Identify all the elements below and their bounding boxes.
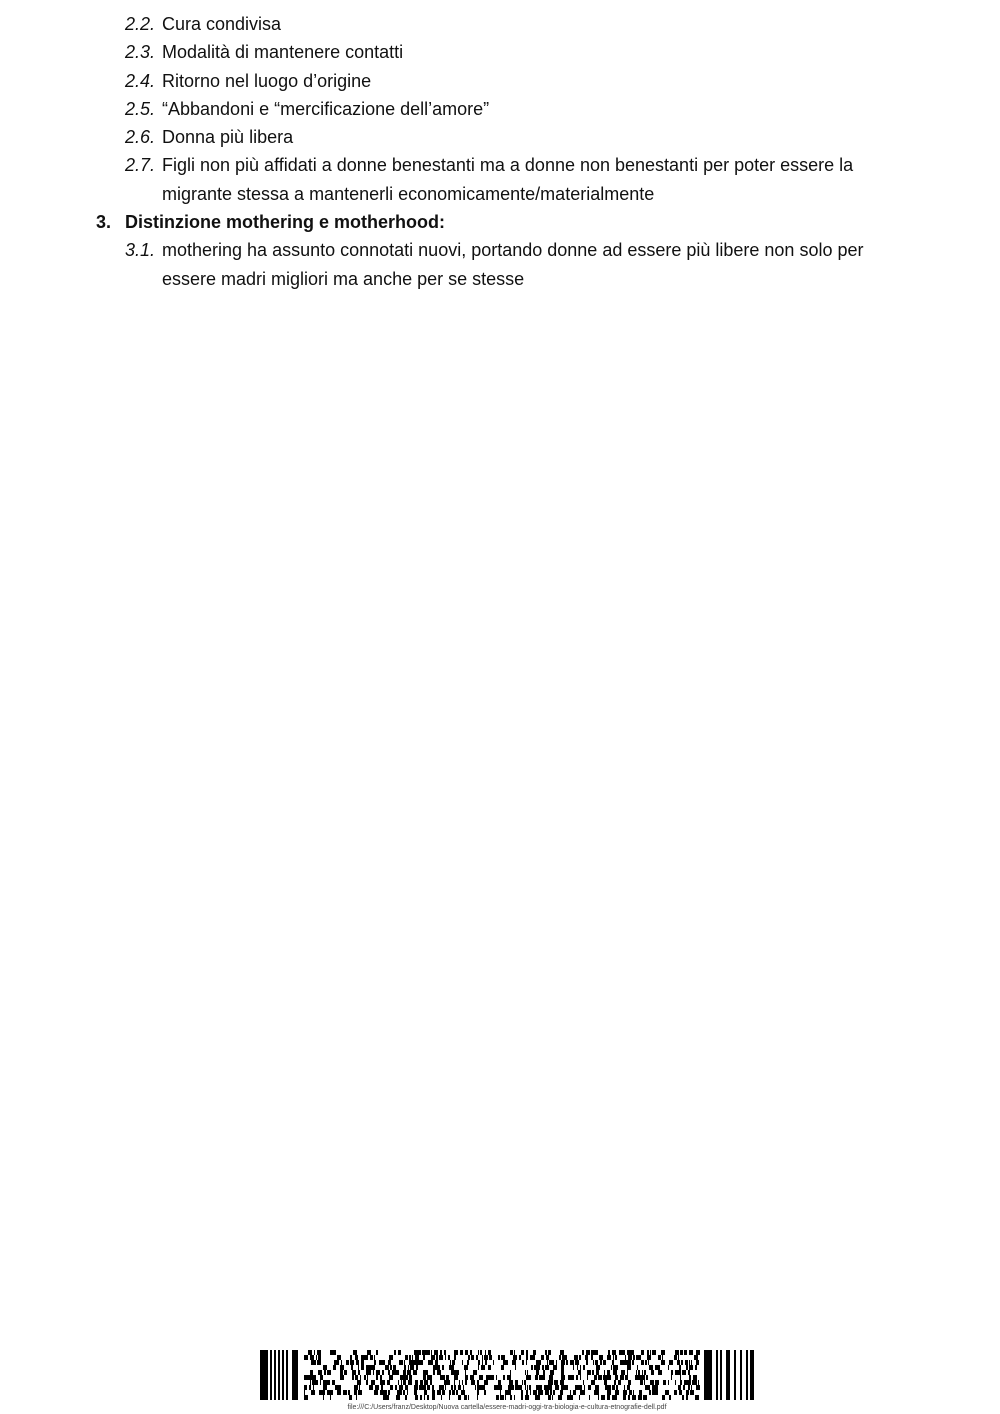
section-number: 3. bbox=[96, 212, 112, 233]
list-item-number: 3.1. bbox=[125, 240, 156, 261]
list-item-text: mothering ha assunto connotati nuovi, portando donne ad essere più libere non solo per essere madri migliori ma anche per se stesse bbox=[162, 240, 864, 289]
list-item-3-1 bbox=[0, 236, 902, 293]
list-item-2-5 bbox=[0, 95, 902, 123]
outline-list bbox=[0, 10, 1000, 293]
list-item-text: Cura condivisa bbox=[162, 14, 282, 34]
list-item-text: Donna più libera bbox=[162, 127, 294, 148]
list-item-text: Figli non più affidati a donne benestanti ma a donne non benestanti per poter essere la migrante stessa a mantenerli economicamente/materialmente bbox=[162, 155, 854, 204]
list-item-number: 2.4. bbox=[125, 70, 156, 91]
section-heading-3 bbox=[0, 208, 1000, 236]
barcode-icon bbox=[260, 1350, 754, 1400]
list-item-2-7 bbox=[0, 151, 902, 208]
pdf417-barcode bbox=[260, 1350, 754, 1400]
list-item-number: 2.3. bbox=[125, 42, 156, 63]
list-item-2-4 bbox=[0, 67, 902, 95]
list-item-text: Modalità di mantenere contatti bbox=[162, 42, 404, 63]
list-item-number: 2.6. bbox=[125, 127, 156, 148]
section-title: Distinzione mothering e motherhood: bbox=[125, 212, 445, 233]
list-item-number: 2.7. bbox=[125, 155, 156, 176]
list-item-2-3 bbox=[0, 38, 902, 66]
list-item-text: Ritorno nel luogo d’origine bbox=[162, 70, 372, 91]
footer-file-path: file:///C:/Users/franz/Desktop/Nuova cartella/essere-madri-oggi-tra-biologia-e-cultura-etnografie-dell.pdf bbox=[347, 1404, 667, 1411]
list-item-number: 2.2. bbox=[125, 14, 156, 34]
list-item-number: 2.5. bbox=[125, 98, 156, 119]
list-item-text: “Abbandoni e “mercificazione dell’amore” bbox=[162, 98, 490, 119]
list-item-2-6 bbox=[0, 123, 902, 151]
list-item-2-2 bbox=[0, 10, 902, 38]
